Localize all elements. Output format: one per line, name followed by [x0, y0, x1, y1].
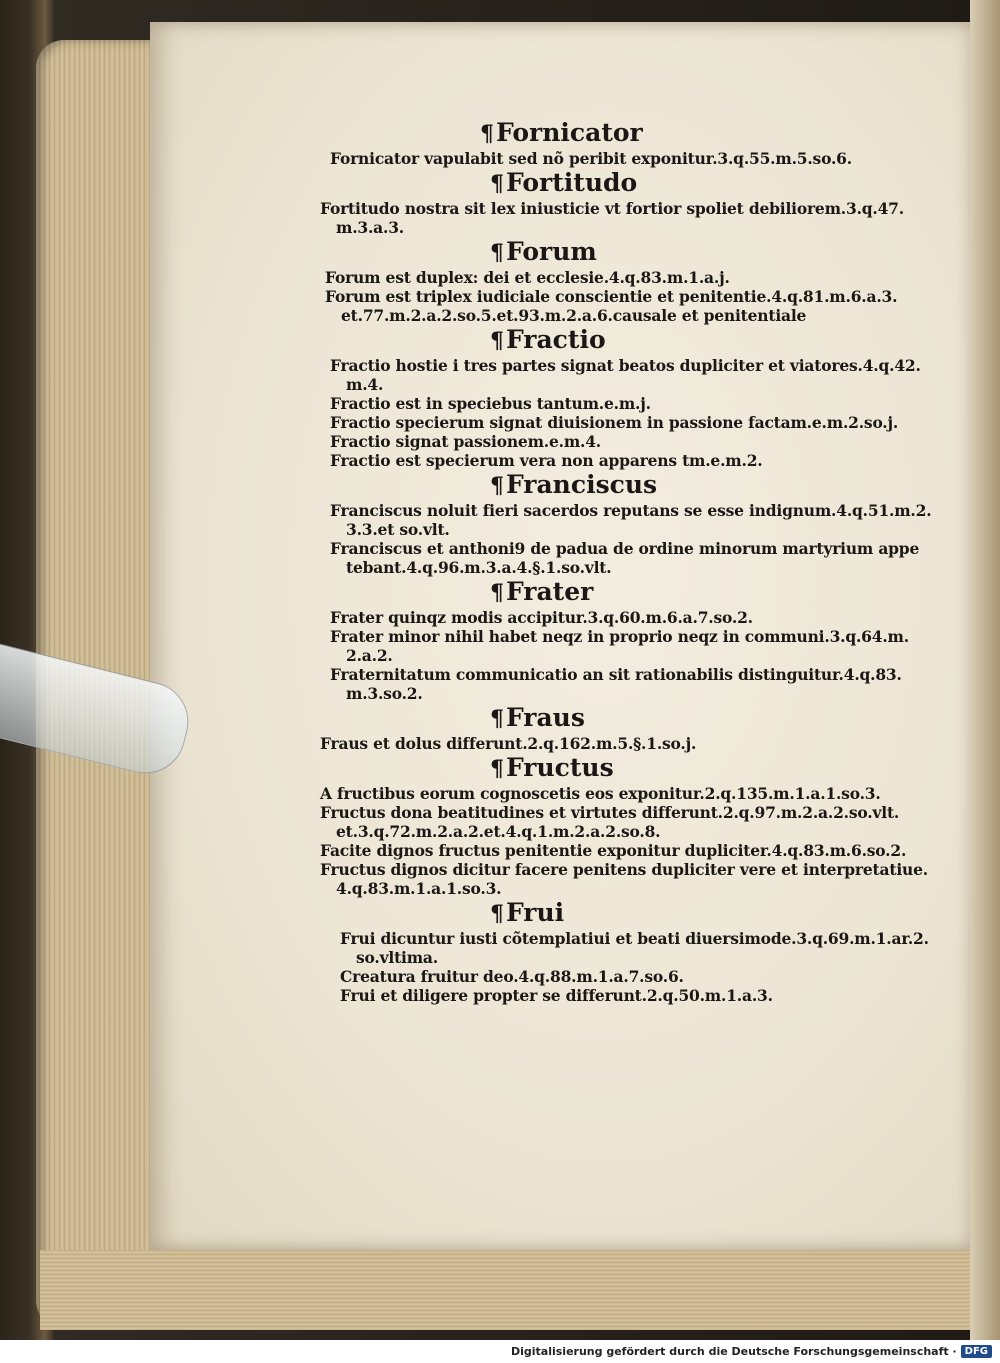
entry-line-continuation: m.4.	[346, 375, 384, 394]
entry-line	[300, 608, 950, 627]
entry-line-text: Forum est triplex iudiciale conscientie et penitentie.4.q.81.m.6.a.3.	[325, 287, 898, 306]
entry-line-continuation: m.3.so.2.	[346, 684, 423, 703]
entry-line-text: Fructus dona beatitudines et virtutes differunt.2.q.97.m.2.a.2.so.vlt.	[320, 803, 900, 822]
entry-line	[300, 986, 950, 1005]
entry-line-continuation: 3.3.et so.vlt.	[346, 520, 450, 539]
entry-heading-text: Franciscus	[506, 470, 658, 499]
entry-line	[300, 501, 950, 539]
entry-heading-text: Fractio	[506, 325, 606, 354]
funding-credit: Digitalisierung gefördert durch die Deutsche Forschungsgemeinschaft ·	[510, 1345, 957, 1358]
right-page-gutter	[970, 0, 1000, 1340]
index-entry	[300, 470, 950, 577]
entry-line	[300, 841, 950, 860]
entry-line-text: Fractio signat passionem.e.m.4.	[330, 432, 602, 451]
paragraph-mark-icon: ¶	[490, 171, 504, 197]
entry-heading	[300, 703, 950, 734]
entry-heading	[300, 237, 950, 268]
entry-heading-text: Forum	[506, 237, 597, 266]
entry-line-text: Fraus et dolus differunt.2.q.162.m.5.§.1.so.j.	[320, 734, 697, 753]
entry-line-text: Fractio specierum signat diuisionem in passione factam.e.m.2.so.j.	[330, 413, 899, 432]
entry-line-continuation: 2.a.2.	[346, 646, 393, 665]
entry-line-text: Facite dignos fructus penitentie exponitur dupliciter.4.q.83.m.6.so.2.	[320, 841, 907, 860]
paragraph-mark-icon: ¶	[490, 756, 504, 782]
entry-line	[300, 627, 950, 665]
entry-line-text: Creatura fruitur deo.4.q.88.m.1.a.7.so.6.	[340, 967, 684, 986]
entry-heading-text: Frui	[506, 898, 565, 927]
entry-line-text: Frui et diligere propter se differunt.2.q.50.m.1.a.3.	[340, 986, 773, 1005]
paragraph-mark-icon: ¶	[490, 473, 504, 499]
entry-line-text: Fractio est specierum vera non apparens tm.e.m.2.	[330, 451, 763, 470]
page-bottom-edge	[40, 1250, 975, 1330]
entry-heading	[300, 118, 950, 149]
entry-line-text: Fraternitatum communicatio an sit rationabilis distinguitur.4.q.83.	[330, 665, 902, 684]
entry-heading	[300, 325, 950, 356]
entry-line	[300, 432, 950, 451]
entry-line-text: Franciscus noluit fieri sacerdos reputans se esse indignum.4.q.51.m.2.	[330, 501, 932, 520]
entry-line-text: Fructus dignos dicitur facere penitens dupliciter vere et interpretatiue.	[320, 860, 928, 879]
index-entry	[300, 168, 950, 237]
entry-line	[300, 539, 950, 577]
entry-line-continuation: tebant.4.q.96.m.3.a.4.§.1.so.vlt.	[346, 558, 612, 577]
entry-line	[300, 451, 950, 470]
entry-heading	[300, 898, 950, 929]
entry-line-continuation: et.77.m.2.a.2.so.5.et.93.m.2.a.6.causale et penitentiale	[341, 306, 807, 325]
index-entry	[300, 237, 950, 325]
index-entry	[300, 118, 950, 168]
index-text-block	[300, 118, 950, 1005]
digitization-footer	[0, 1340, 1000, 1363]
entry-heading	[300, 577, 950, 608]
index-entry	[300, 703, 950, 753]
entry-line	[300, 734, 950, 753]
entry-line-text: Fornicator vapulabit sed nõ peribit exponitur.3.q.55.m.5.so.6.	[330, 149, 852, 168]
entry-heading-text: Fraus	[506, 703, 585, 732]
entry-line	[300, 784, 950, 803]
entry-line	[300, 149, 950, 168]
entry-line	[300, 356, 950, 394]
entry-line	[300, 268, 950, 287]
paragraph-mark-icon: ¶	[490, 901, 504, 927]
index-entry	[300, 577, 950, 703]
entry-line-continuation: so.vltima.	[356, 948, 438, 967]
entry-line-text: Frui dicuntur iusti cõtemplatiui et beati diuersimode.3.q.69.m.1.ar.2.	[340, 929, 929, 948]
entry-line	[300, 199, 950, 237]
index-entry	[300, 898, 950, 1005]
entry-line-text: Forum est duplex: dei et ecclesie.4.q.83.m.1.a.j.	[325, 268, 730, 287]
entry-line	[300, 413, 950, 432]
entry-heading	[300, 753, 950, 784]
paragraph-mark-icon: ¶	[490, 580, 504, 606]
entry-line-continuation: 4.q.83.m.1.a.1.so.3.	[336, 879, 502, 898]
entry-line	[300, 287, 950, 325]
entry-line-text: Franciscus et anthoni9 de padua de ordine minorum martyrium appe	[330, 539, 920, 558]
entry-heading-text: Fornicator	[496, 118, 643, 147]
entry-heading-text: Fortitudo	[506, 168, 638, 197]
entry-line-text: A fructibus eorum cognoscetis eos exponitur.2.q.135.m.1.a.1.so.3.	[320, 784, 881, 803]
paragraph-mark-icon: ¶	[490, 240, 504, 266]
entry-heading-text: Frater	[506, 577, 594, 606]
paragraph-mark-icon: ¶	[490, 328, 504, 354]
entry-heading	[300, 168, 950, 199]
entry-heading-text: Fructus	[506, 753, 614, 782]
index-entry	[300, 325, 950, 470]
entry-line-text: Frater quinqz modis accipitur.3.q.60.m.6.a.7.so.2.	[330, 608, 753, 627]
index-entry	[300, 753, 950, 898]
entry-line-continuation: et.3.q.72.m.2.a.2.et.4.q.1.m.2.a.2.so.8.	[336, 822, 661, 841]
entry-line	[300, 860, 950, 898]
entry-line-continuation: m.3.a.3.	[336, 218, 404, 237]
paragraph-mark-icon: ¶	[480, 121, 494, 147]
entry-line	[300, 967, 950, 986]
entry-line-text: Fractio hostie i tres partes signat beatos dupliciter et viatores.4.q.42.	[330, 356, 921, 375]
entry-line-text: Frater minor nihil habet neqz in proprio neqz in communi.3.q.64.m.	[330, 627, 909, 646]
entry-line	[300, 394, 950, 413]
entry-line	[300, 665, 950, 703]
dfg-logo: DFG	[961, 1345, 992, 1358]
entry-line-text: Fortitudo nostra sit lex iniusticie vt fortior spoliet debiliorem.3.q.47.	[320, 199, 904, 218]
entry-line-text: Fractio est in speciebus tantum.e.m.j.	[330, 394, 651, 413]
entry-heading	[300, 470, 950, 501]
entry-line	[300, 929, 950, 967]
entry-line	[300, 803, 950, 841]
paragraph-mark-icon: ¶	[490, 706, 504, 732]
